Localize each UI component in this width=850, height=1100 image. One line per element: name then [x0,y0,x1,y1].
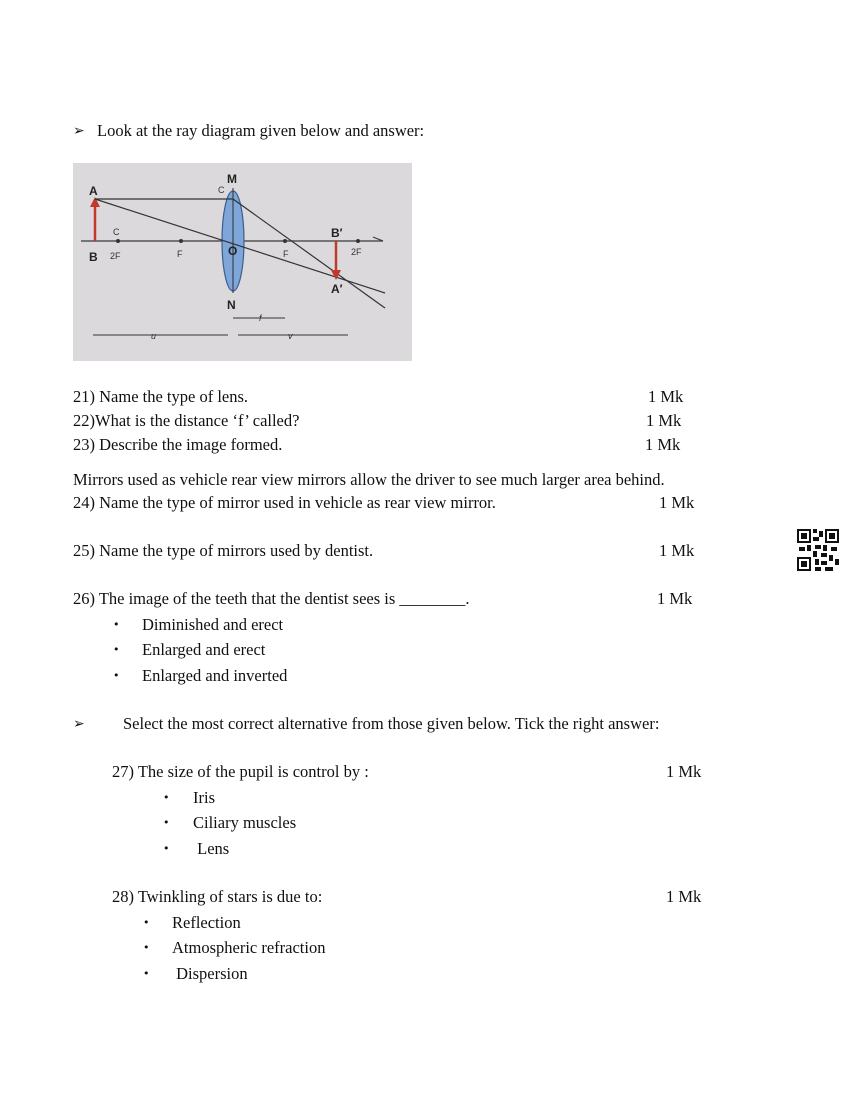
q26-option-3: Enlarged and inverted [142,666,288,685]
label-A: A [89,184,98,198]
bullet-icon: • [163,791,170,804]
bullet-icon: • [163,816,170,829]
marks-21: 1 Mk [648,387,684,406]
mirror-intro-text: Mirrors used as vehicle rear view mirrors allow the driver to see much larger area behind. [73,470,665,489]
bullet-icon: • [113,669,120,682]
label-u: u [151,331,157,341]
q28-option-2: Atmospheric refraction [172,938,326,957]
marks-23: 1 Mk [645,435,681,454]
section-marker-arrow: ➢ [73,716,85,732]
label-N: N [227,298,236,312]
section-marker-arrow: ➢ [73,123,85,139]
label-f: f [259,313,262,323]
question-26: 26) The image of the teeth that the dentist sees is ________. [73,589,470,608]
q26-option-2: Enlarged and erect [142,640,266,659]
section-2-instruction: Select the most correct alternative from those given below. Tick the right answer: [123,714,660,733]
marks-24: 1 Mk [659,493,695,512]
label-B: B [89,250,98,264]
marks-22: 1 Mk [646,411,682,430]
question-21: 21) Name the type of lens. [73,387,249,406]
bullet-icon: • [163,842,170,855]
q28-option-1: Reflection [172,913,241,932]
marks-27: 1 Mk [666,762,702,781]
marks-28: 1 Mk [666,887,702,906]
label-2F1: 2F [110,251,121,261]
label-C: C [218,185,225,195]
point-2F1 [116,239,120,243]
question-22: 22)What is the distance ‘f’ called? [73,411,300,430]
q27-option-3: Lens [193,839,230,858]
question-23: 23) Describe the image formed. [73,435,283,454]
label-B-prime: B′ [331,226,343,240]
point-F2 [283,239,287,243]
bullet-icon: • [113,643,120,656]
label-M: M [227,172,237,186]
q27-option-1: Iris [193,788,215,807]
q28-option-3: Dispersion [172,964,248,983]
label-O: O [228,244,238,258]
bullet-icon: • [143,941,150,954]
label-v: v [288,331,293,341]
section-instruction: Look at the ray diagram given below and answer: [97,121,425,140]
question-24: 24) Name the type of mirror used in vehicle as rear view mirror. [73,493,496,512]
label-F2: F [283,249,289,259]
label-F1: F [177,249,183,259]
bullet-icon: • [113,618,120,631]
label-2F2: 2F [351,247,362,257]
marks-26: 1 Mk [657,589,693,608]
bullet-icon: • [143,967,150,980]
bullet-icon: • [143,916,150,929]
label-C1: C [113,227,120,237]
q26-option-1: Diminished and erect [142,615,284,634]
point-2F2 [356,239,360,243]
marks-25: 1 Mk [659,541,695,560]
label-A-prime: A′ [331,282,343,296]
question-28: 28) Twinkling of stars is due to: [112,887,323,906]
q27-option-2: Ciliary muscles [193,813,297,832]
question-25: 25) Name the type of mirrors used by dentist. [73,541,374,560]
question-27: 27) The size of the pupil is control by : [112,762,369,781]
qr-code-icon [797,529,839,571]
point-F1 [179,239,183,243]
ray-diagram [73,163,412,361]
